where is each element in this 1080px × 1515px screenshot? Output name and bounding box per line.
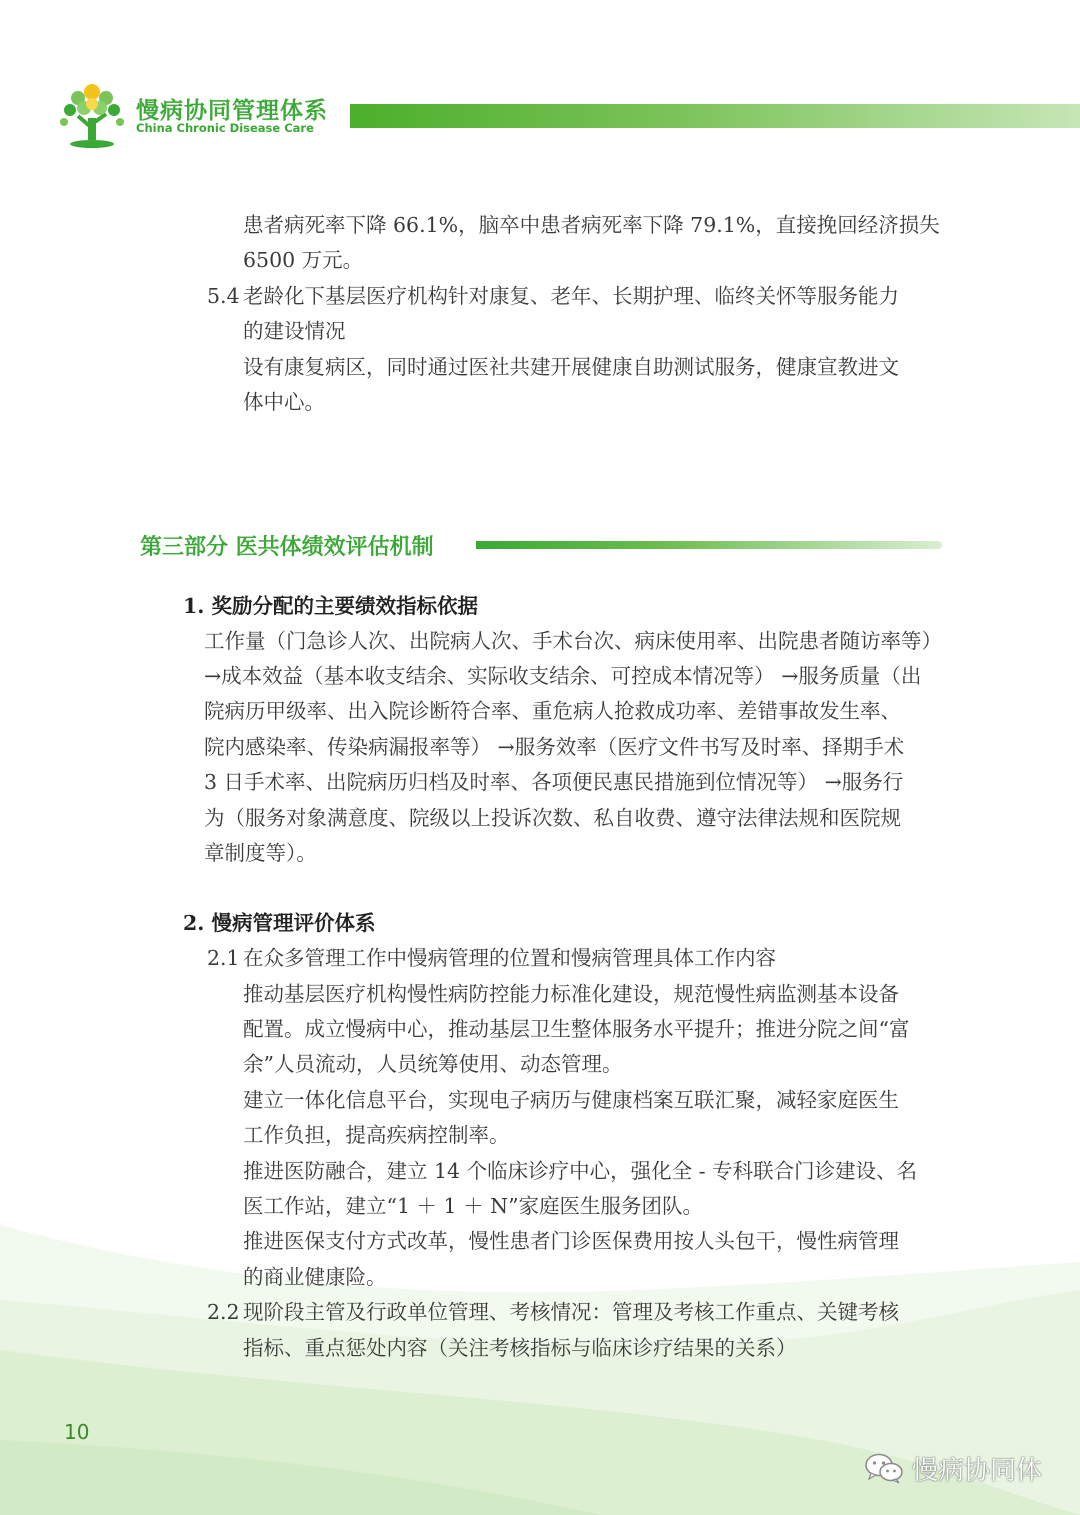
subsection-1-line: 院内感染率、传染病漏报率等） →服务效率（医疗文件书写及时率、择期手术 xyxy=(204,735,905,759)
subsection-1-line: →成本效益（基本收支结余、实际收支结余、可控成本情况等） →服务质量（出 xyxy=(204,664,922,688)
item-2-1-line: 医工作站，建立“1 ＋ 1 ＋ N”家庭医生服务团队。 xyxy=(243,1194,704,1218)
item-5-4-title-line-2: 的建设情况 xyxy=(243,319,346,343)
subsection-2-title: 2. 慢病管理评价体系 xyxy=(183,911,376,935)
item-2-1-line: 推进医防融合，建立 14 个临床诊疗中心，强化全 - 专科联合门诊建设、名 xyxy=(243,1159,918,1183)
subsection-1-line: 工作量（门急诊人次、出院病人次、手术台次、病床使用率、出院患者随访率等） xyxy=(204,629,942,653)
item-2-1-line: 建立一体化信息平台，实现电子病历与健康档案互联汇聚，减轻家庭医生 xyxy=(243,1088,899,1112)
item-2-1-line: 推动基层医疗机构慢性病防控能力标准化建设，规范慢性病监测基本设备 xyxy=(243,982,899,1006)
header-gradient-bar xyxy=(350,104,1080,128)
subsection-1-line: 章制度等）。 xyxy=(204,841,317,865)
item-2-2-number: 2.2 xyxy=(207,1300,240,1324)
item-5-4-body-line-2: 体中心。 xyxy=(243,390,325,414)
watermark-text: 慢病协同体 xyxy=(912,1456,1043,1486)
section-heading-rule xyxy=(476,541,942,549)
item-2-2-line-1: 现阶段主管及行政单位管理、考核情况：管理及考核工作重点、关键考核 xyxy=(243,1300,899,1324)
item-2-1-number: 2.1 xyxy=(207,946,240,970)
subsection-1-line: 院病历甲级率、出入院诊断符合率、重危病人抢救成功率、差错事故发生率、 xyxy=(204,699,901,723)
wechat-icon xyxy=(864,1452,904,1484)
item-2-2-line-2: 指标、重点惩处内容（关注考核指标与临床诊疗结果的关系） xyxy=(243,1336,797,1360)
item-2-1-line: 推进医保支付方式改革，慢性患者门诊医保费用按人头包干，慢性病管理 xyxy=(243,1229,899,1253)
item-5-4-number: 5.4 xyxy=(207,284,240,308)
item-2-1-line: 的商业健康险。 xyxy=(243,1265,387,1289)
page-number: 10 xyxy=(64,1420,90,1444)
intro-line-2: 6500 万元。 xyxy=(243,248,364,272)
item-5-4-body-line-1: 设有康复病区，同时通过医社共建开展健康自助测试服务，健康宣教进文 xyxy=(243,355,899,379)
tree-logo-icon xyxy=(58,78,128,150)
item-2-1-title: 在众多管理工作中慢病管理的位置和慢病管理具体工作内容 xyxy=(243,946,776,970)
subsection-1-line: 为（服务对象满意度、院级以上投诉次数、私自收费、遵守法律法规和医院规 xyxy=(204,806,901,830)
item-2-1-line: 配置。成立慢病中心，推动基层卫生整体服务水平提升；推进分院之间“富 xyxy=(243,1017,910,1041)
item-5-4-title-line-1: 老龄化下基层医疗机构针对康复、老年、长期护理、临终关怀等服务能力 xyxy=(243,284,899,308)
section-heading: 第三部分 医共体绩效评估机制 xyxy=(140,535,434,560)
logo-title-cn: 慢病协同管理体系 xyxy=(136,98,328,124)
item-2-1-line: 余”人员流动，人员统筹使用、动态管理。 xyxy=(243,1052,623,1076)
item-2-1-line: 工作负担，提高疾病控制率。 xyxy=(243,1123,510,1147)
logo-title-en: China Chronic Disease Care xyxy=(136,121,314,135)
subsection-1-title: 1. 奖励分配的主要绩效指标依据 xyxy=(183,594,479,618)
intro-line-1: 患者病死率下降 66.1%，脑卒中患者病死率下降 79.1%，直接挽回经济损失 xyxy=(243,213,940,237)
subsection-1-line: 3 日手术率、出院病历归档及时率、各项便民惠民措施到位情况等） →服务行 xyxy=(204,770,904,794)
